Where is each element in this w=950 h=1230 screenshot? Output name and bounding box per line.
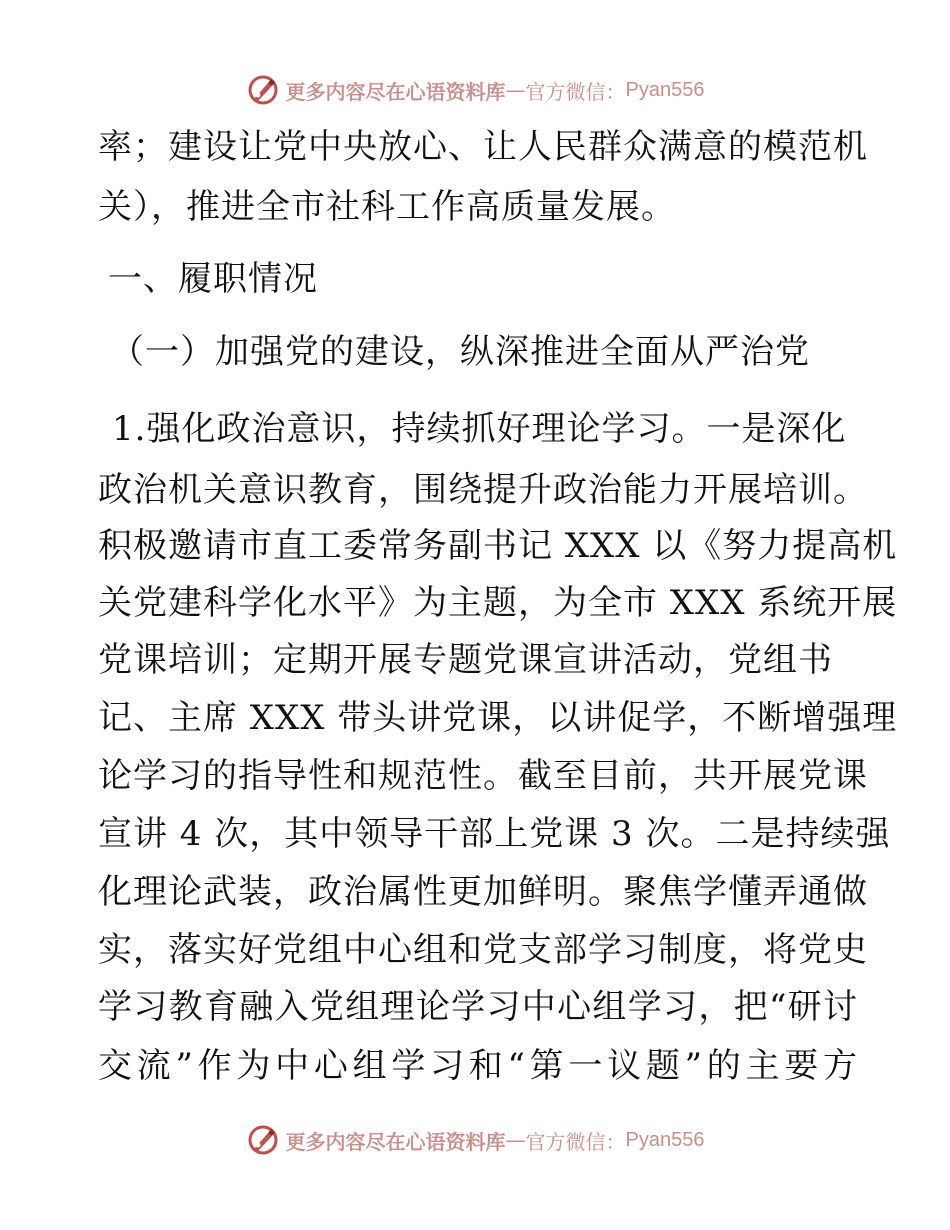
watermark-wechat-id: Pyan556 — [625, 78, 705, 101]
body-line: 率；建设让党中央放心、让人民群众满意的模范机 — [98, 127, 868, 167]
body-line: 记、主席 XXX 带头讲党课，以讲促学，不断增强理 — [98, 698, 898, 738]
body-line: 1.强化政治意识，持续抓好理论学习。一是深化 — [112, 409, 847, 449]
body-line: 关），推进全市社科工作高质量发展。 — [98, 187, 676, 227]
watermark-text: 更多内容尽在心语资料库 — [285, 79, 506, 104]
watermark-dash: — — [505, 1128, 526, 1152]
body-line: 化理论武装，政治属性更加鲜明。聚焦学懂弄通做 — [98, 872, 868, 912]
body-line: 宣讲 4 次，其中领导干部上党课 3 次。二是持续强 — [98, 814, 891, 854]
subsection-heading: （一）加强党的建设，纵深推进全面从严治党 — [110, 332, 810, 372]
body-line: 政治机关意识教育，围绕提升政治能力开展培训。 — [98, 470, 868, 510]
body-line: 实，落实好党组中心组和党支部学习制度，将党史 — [98, 930, 868, 970]
body-line: 党课培训；定期开展专题党课宣讲活动，党组书 — [98, 640, 833, 680]
watermark-wechat-id: Pyan556 — [625, 1128, 705, 1151]
body-line: 交流”作为中心组学习和“第一议题”的主要方 — [98, 1046, 858, 1086]
pen-logo-icon — [246, 1123, 280, 1157]
body-line: 关党建科学化水平》为主题，为全市 XXX 系统开展 — [98, 583, 898, 623]
body-line: 论学习的指导性和规范性。截至目前，共开展党课 — [98, 756, 868, 796]
pen-logo-icon — [246, 73, 280, 107]
watermark-text: 更多内容尽在心语资料库 — [285, 1129, 506, 1154]
section-heading: 一、履职情况 — [108, 259, 318, 299]
body-line: 积极邀请市直工委常务副书记 XXX 以《努力提高机 — [98, 526, 898, 566]
footer-watermark — [0, 1120, 950, 1160]
watermark-wechat-label: 官方微信： — [525, 79, 626, 104]
header-watermark — [0, 70, 950, 110]
body-line: 学习教育融入党组理论学习中心组学习，把“研讨 — [98, 987, 858, 1027]
watermark-dash: — — [505, 78, 526, 102]
watermark-wechat-label: 官方微信： — [525, 1129, 626, 1154]
